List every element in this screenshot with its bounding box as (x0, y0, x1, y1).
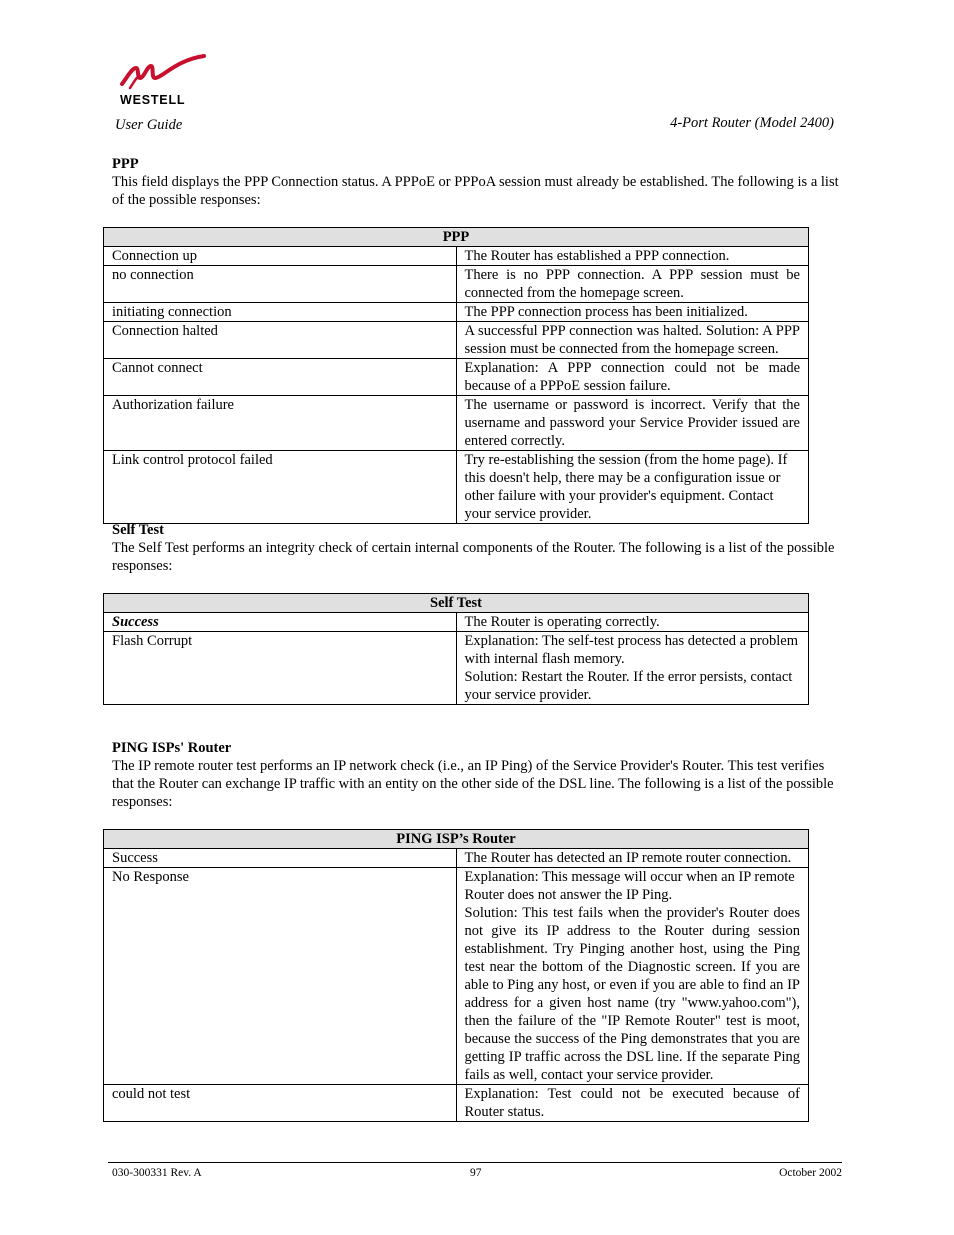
description-cell: A successful PPP connection was halted. Solution: A PPP session must be connected from the homepage screen. (456, 322, 809, 359)
description-cell (456, 868, 809, 1085)
status-cell: Success (104, 849, 457, 868)
header-product: 4-Port Router (Model 2400) (670, 115, 834, 131)
selftest-title: Self Test (112, 522, 164, 538)
westell-logo (118, 54, 208, 106)
selftest-table-heading: Self Test (104, 594, 809, 613)
status-cell: Cannot connect (104, 359, 457, 396)
footer-divider (108, 1162, 842, 1163)
table-row (104, 359, 809, 396)
description-cell: The Router has established a PPP connection. (456, 247, 809, 266)
explanation-text: Explanation: This message will occur when an IP remote Router does not answer the IP Ping. (464, 869, 795, 903)
description-cell: Explanation: A PPP connection could not be made because of a PPPoE session failure. (456, 359, 809, 396)
status-cell: Connection up (104, 247, 457, 266)
ping-table-heading: PING ISP’s Router (104, 830, 809, 849)
description-cell: The username or password is incorrect. Verify that the username and password your Service Provider issued are entered correctly. (456, 396, 809, 451)
table-row (104, 1085, 809, 1122)
table-row (104, 849, 809, 868)
table-row (104, 266, 809, 303)
description-cell: The Router is operating correctly. (456, 613, 809, 632)
ping-description: The IP remote router test performs an IP network check (i.e., an IP Ping) of the Service Provider's Router. This test verifies that the Router can exchange IP traffic with an entity on the other side of the DSL line. The following is a list of the possible responses: (112, 758, 834, 810)
description-cell: There is no PPP connection. A PPP session must be connected from the homepage screen. (456, 266, 809, 303)
ping-table (103, 829, 809, 1122)
status-cell: Success (104, 613, 457, 632)
description-cell (456, 632, 809, 705)
description-cell: The Router has detected an IP remote router connection. (456, 849, 809, 868)
status-cell: Authorization failure (104, 396, 457, 451)
ping-title: PING ISPs' Router (112, 740, 232, 756)
table-row (104, 613, 809, 632)
ppp-title: PPP (112, 156, 139, 172)
description-cell: Explanation: Test could not be executed because of Router status. (456, 1085, 809, 1122)
selftest-table (103, 593, 809, 705)
description-cell: The PPP connection process has been initialized. (456, 303, 809, 322)
table-row (104, 303, 809, 322)
table-row (104, 632, 809, 705)
ppp-section (112, 155, 842, 209)
westell-logo-text: WESTELL (120, 93, 186, 107)
table-row (104, 451, 809, 524)
table-header-row (104, 228, 809, 247)
table-header-row (104, 594, 809, 613)
ppp-table (103, 227, 809, 524)
westell-logo-mark (118, 54, 208, 92)
status-cell: Flash Corrupt (104, 632, 457, 705)
status-cell: Connection halted (104, 322, 457, 359)
solution-text: Solution: This test fails when the provider's Router does not give its IP address to the Router during session establishment. Try Pinging another host, using the Ping test near the bottom of the Diagnostic screen. If you are able to Ping any host, or even if you are able to find an IP address for a given host name (try "www.yahoo.com"), then the failure of the "IP Remote Router" test is moot, because the success of the Ping demonstrates that you are getting IP traffic across the DSL line. If the separate Ping fails as well, contact your service provider. (464, 905, 800, 1083)
ppp-table-heading: PPP (104, 228, 809, 247)
status-cell: Link control protocol failed (104, 451, 457, 524)
table-row (104, 247, 809, 266)
status-cell: could not test (104, 1085, 457, 1122)
ping-section (112, 739, 842, 811)
selftest-description: The Self Test performs an integrity check of certain internal components of the Router. The following is a list of the possible responses: (112, 540, 835, 574)
footer-doc-number: 030-300331 Rev. A (112, 1167, 202, 1179)
ppp-description: This field displays the PPP Connection status. A PPPoE or PPPoA session must already be established. The following is a list of the possible responses: (112, 174, 839, 208)
description-cell: Try re-establishing the session (from the home page). If this doesn't help, there may be a configuration issue or other failure with your provider's equipment. Contact your service provider. (456, 451, 809, 524)
status-cell: No Response (104, 868, 457, 1085)
table-row (104, 396, 809, 451)
table-header-row (104, 830, 809, 849)
footer-date: October 2002 (779, 1167, 842, 1179)
status-cell: no connection (104, 266, 457, 303)
selftest-section (112, 521, 842, 575)
explanation-text: Explanation: The self-test process has detected a problem with internal flash memory. (464, 633, 799, 667)
footer-page-number: 97 (470, 1167, 482, 1179)
status-cell: initiating connection (104, 303, 457, 322)
header-doc-type: User Guide (115, 117, 183, 133)
table-row (104, 868, 809, 1085)
solution-text: Solution: Restart the Router. If the error persists, contact your service provider. (464, 669, 793, 703)
table-row (104, 322, 809, 359)
